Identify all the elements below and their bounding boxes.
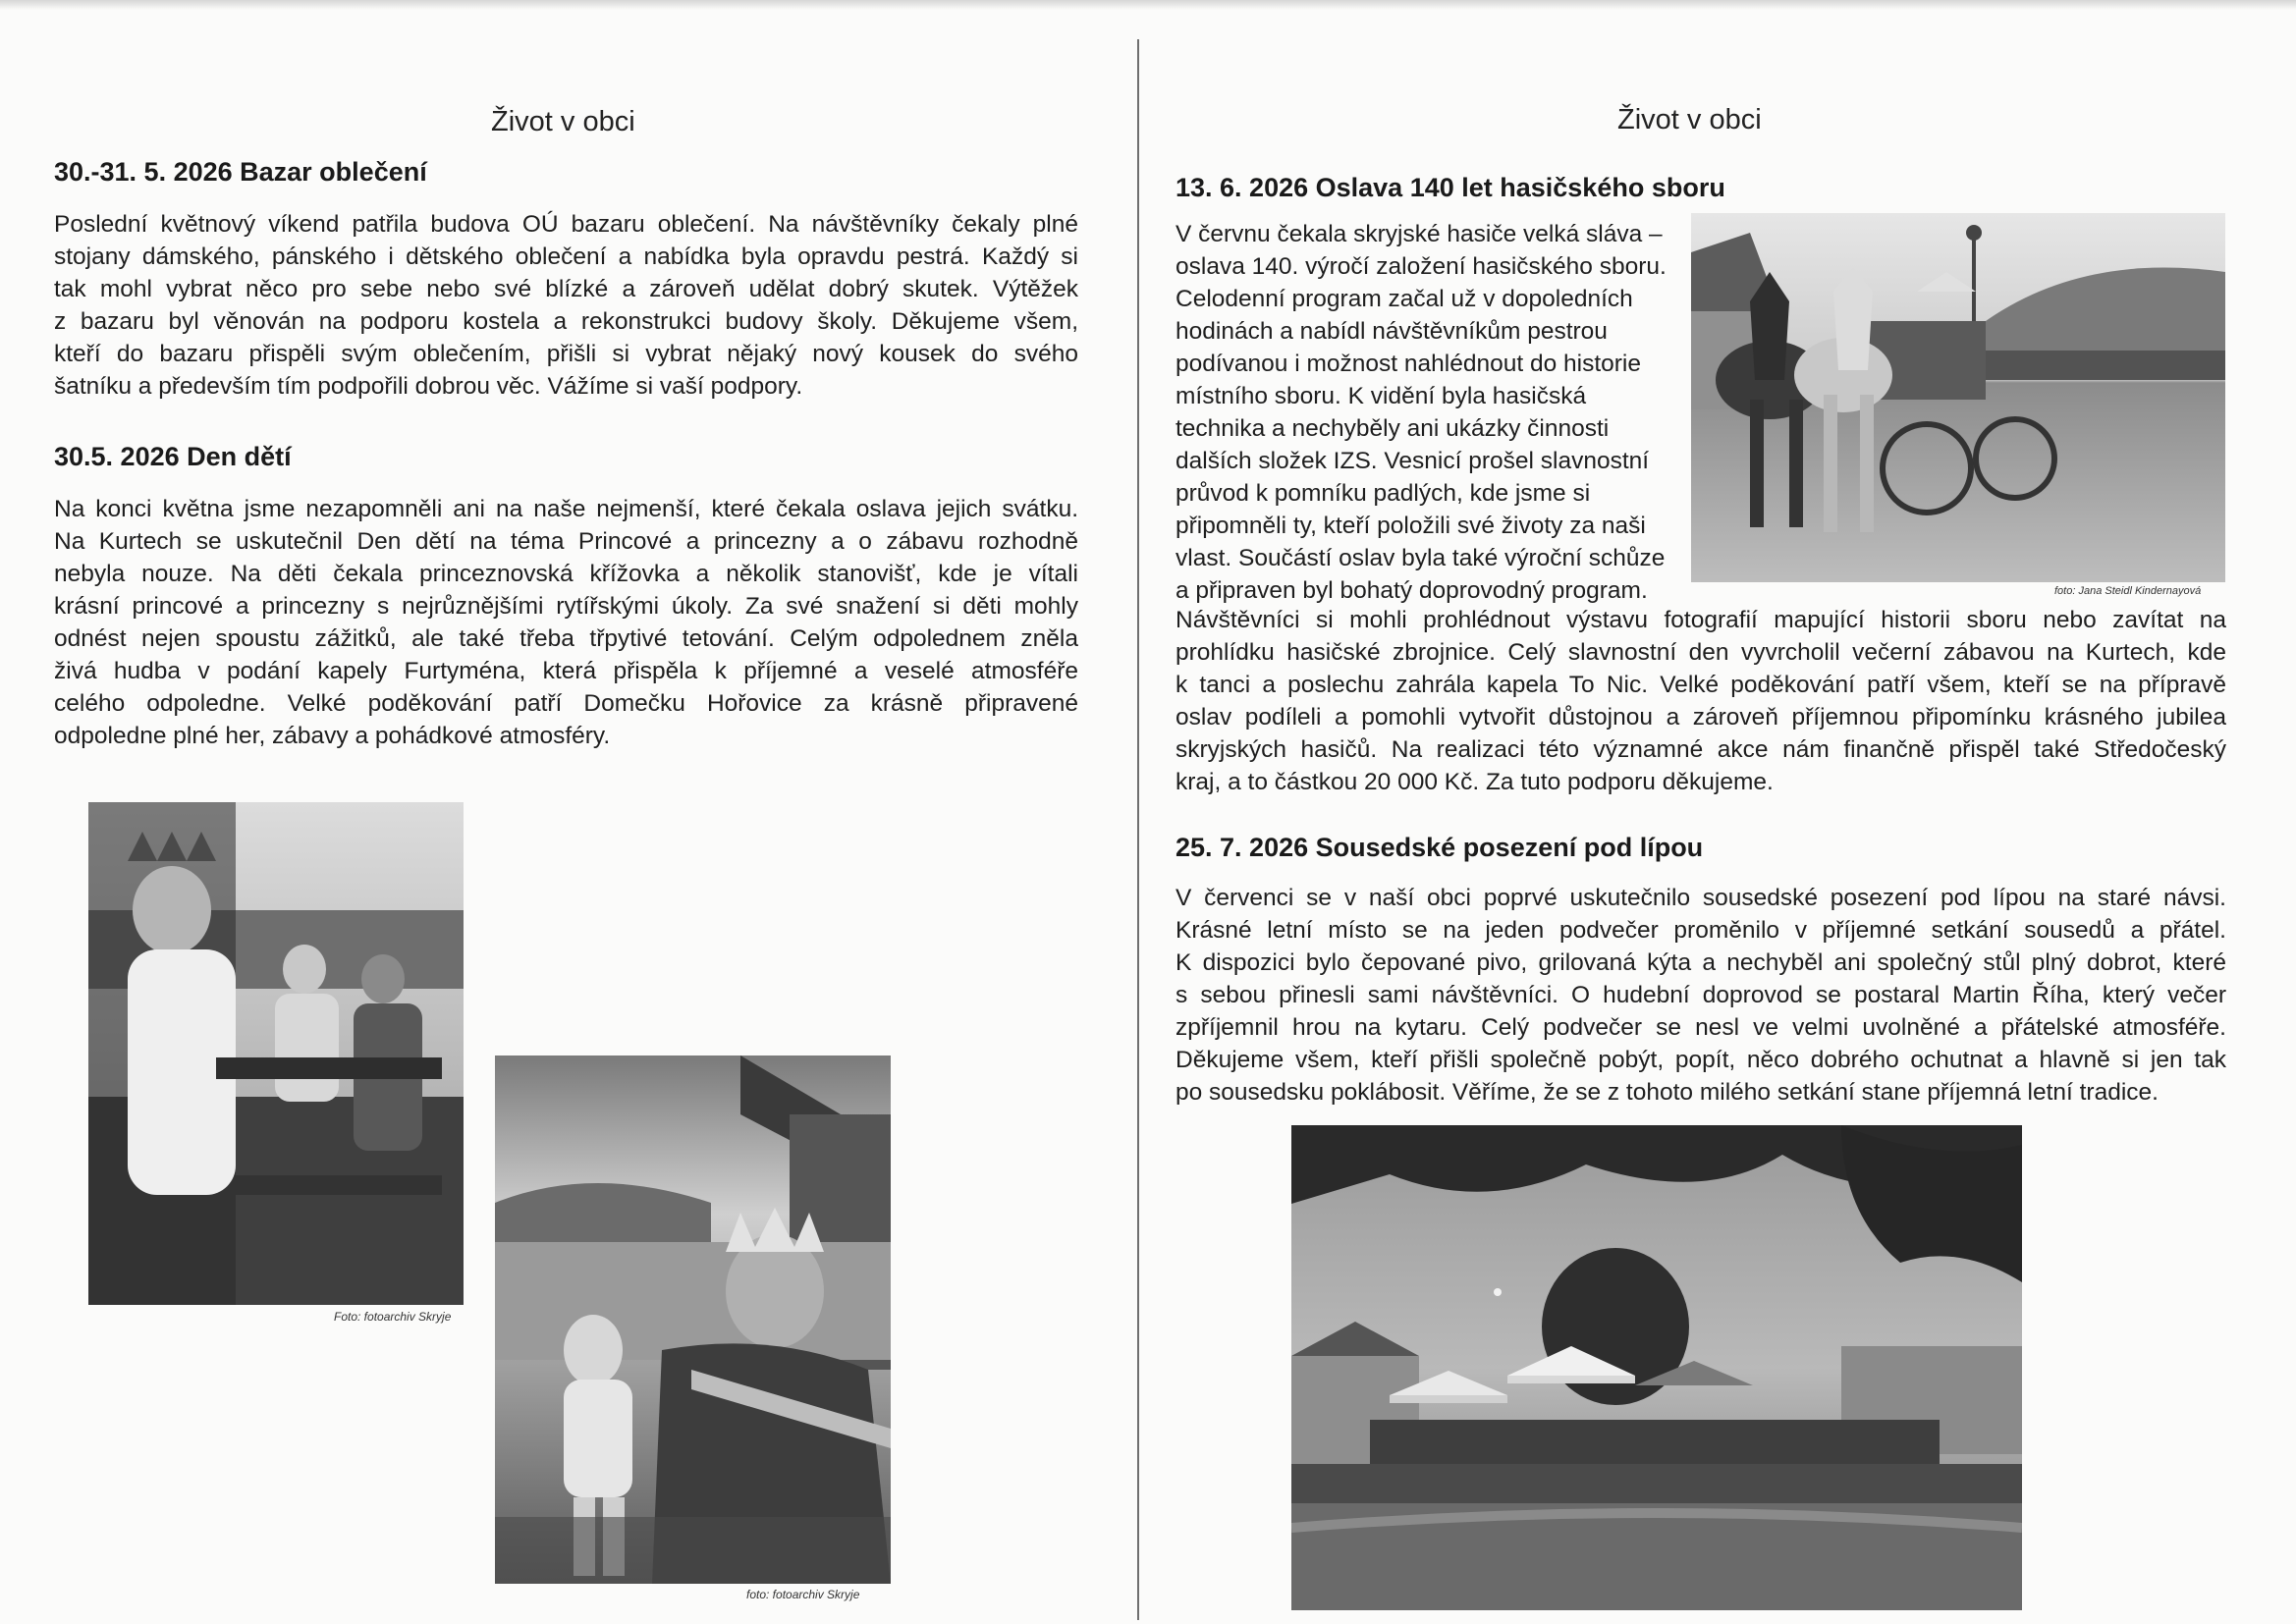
- text-line: šatníku a především tím podpořili dobrou věc. Vážíme si vaší podpory.: [54, 373, 803, 400]
- photo-fire-brigade-parade: [1691, 213, 2225, 582]
- text-line: Děkujeme všem, kteří přišli společně pobýt, popít, něco dobrého ochutnat a hlavně si jen tak: [1175, 1047, 2226, 1073]
- text-line: vlast. Součástí oslav byla také výroční schůze: [1175, 545, 1666, 571]
- photo-credit: foto: fotoarchiv Skryje: [746, 1588, 860, 1601]
- running-head: Život v obci: [1617, 104, 1762, 135]
- left-page: [0, 0, 1137, 1624]
- text-line: po sousedsku poklábosit. Věříme, že se z tohoto milého setkání stane příjemná letní tradice.: [1175, 1079, 2159, 1106]
- text-line: prohlídku hasičské zbrojnice. Celý slavnostní den vyvrcholil večerní zábavou na Kurtech, kde: [1175, 639, 2226, 666]
- text-line: dalších složek IZS. Vesnicí prošel slavnostní: [1175, 448, 1650, 474]
- section-heading-bazar: 30.-31. 5. 2026 Bazar oblečení: [54, 157, 427, 187]
- text-line: a připraven byl bohatý doprovodný program.: [1175, 577, 1648, 604]
- running-head: Život v obci: [491, 106, 635, 137]
- text-line: kteří do bazaru přispěli svým oblečením, přišli si vybrat nějaký nový kousek do svého: [54, 341, 1078, 367]
- section-heading-hasici: 13. 6. 2026 Oslava 140 let hasičského sboru: [1175, 173, 1725, 202]
- section-body-hasici-wrapped: [1175, 218, 1686, 607]
- text-line: technika a nechyběly ani ukázky činnosti: [1175, 415, 1610, 442]
- text-line: odnést nejen spoustu zážitků, ale také třeba třpytivé tetování. Celým odpolednem zněla: [54, 625, 1078, 652]
- section-body-bazar: [54, 208, 1078, 403]
- text-line: zpříjemnil hrou na kytaru. Celý podvečer se nesl ve velmi uvolněné a přátelské atmosféře.: [1175, 1014, 2226, 1041]
- text-line: Návštěvníci si mohli prohlédnout výstavu fotografií mapující historii sboru nebo zavítat na: [1175, 607, 2226, 633]
- text-line: místního sboru. K vidění byla hasičská: [1175, 383, 1587, 409]
- text-line: V červnu čekala skryjské hasiče velká sláva –: [1175, 221, 1663, 247]
- text-line: živá hudba v podání kapely Furtyména, která přispěla k příjemné a veselé atmosféře: [54, 658, 1078, 684]
- text-line: Na konci května jsme nezapomněli ani na naše nejmenší, které čekala oslava jejich svátku.: [54, 496, 1078, 522]
- text-line: Poslední květnový víkend patřila budova OÚ bazaru oblečení. Na návštěvníky čekaly plné: [54, 211, 1078, 238]
- text-line: Na Kurtech se uskutečnil Den dětí na téma Princové a princezny a o zábavu rozhodně: [54, 528, 1078, 555]
- section-heading-posezeni: 25. 7. 2026 Sousedské posezení pod lípou: [1175, 833, 1704, 862]
- text-line: kraj, a to částkou 20 000 Kč. Za tuto podporu děkujeme.: [1175, 769, 1774, 795]
- text-line: K dispozici bylo čepované pivo, grilovaná kýta a nechyběl ani společný stůl plný dobrot, které: [1175, 949, 2226, 976]
- text-line: k tanci a poslechu zahrála kapela To Nic. Velké poděkování patří všem, kteří se na přípravě: [1175, 672, 2226, 698]
- text-line: s sebou přinesli sami návštěvníci. O hudební doprovod se postaral Martin Říha, který večer: [1175, 982, 2226, 1008]
- text-line: V červenci se v naší obci poprvé uskutečnilo sousedské posezení pod lípou na staré návsi.: [1175, 885, 2226, 911]
- section-body-hasici-full: [1175, 604, 2226, 798]
- text-line: připomněli ty, kteří položili své životy za naši: [1175, 513, 1646, 539]
- text-line: Krásné letní místo se na jeden podvečer proměnilo v příjemné setkání sousedů a přátel.: [1175, 917, 2226, 944]
- text-line: krásní princové a princezny s nejrůznějšími rytířskými úkoly. Za své snažení si děti mohly: [54, 593, 1078, 620]
- photo-credit: foto: Jana Steidl Kindernayová: [2054, 585, 2202, 597]
- text-line: z bazaru byl věnován na podporu kostela a rekonstrukci budovy školy. Děkujeme všem,: [54, 308, 1078, 335]
- text-line: tak mohl vybrat něco pro sebe nebo své blízké a zároveň udělat dobrý skutek. Výtěžek: [54, 276, 1078, 302]
- section-body-den-deti: [54, 493, 1078, 752]
- section-body-posezeni: [1175, 882, 2226, 1109]
- text-line: průvod k pomníku padlých, kde jsme si: [1175, 480, 1591, 507]
- photo-children-day-tables: [88, 802, 464, 1305]
- text-line: odpoledne plné her, zábavy a pohádkové atmosféry.: [54, 723, 611, 749]
- text-line: skryjských hasičů. Na realizaci této významné akce nám finančně přispěl také Středočeský: [1175, 736, 2226, 763]
- text-line: stojany dámského, pánského i dětského oblečení a nabídka byla opravdu pestrá. Každý si: [54, 244, 1078, 270]
- text-line: oslava 140. výročí založení hasičského sboru.: [1175, 253, 1667, 280]
- text-line: Celodenní program začal už v dopoledních: [1175, 286, 1633, 312]
- photo-children-day-prince: [495, 1056, 891, 1584]
- text-line: hodinách a nabídl návštěvníkům pestrou: [1175, 318, 1608, 345]
- photo-neighbours-evening: [1291, 1125, 2022, 1610]
- photo-credit: Foto: fotoarchiv Skryje: [334, 1310, 452, 1324]
- text-line: celého odpoledne. Velké poděkování patří Domečku Hořovice za krásně připravené: [54, 690, 1078, 717]
- text-line: nebyla nouze. Na děti čekala princeznovská křížovka a několik stanovišť, kde je vítali: [54, 561, 1078, 587]
- text-line: oslav podíleli a pomohli vytvořit důstojnou a zároveň příjemnou připomínku krásného jubilea: [1175, 704, 2226, 731]
- right-page: [1139, 0, 2296, 1624]
- section-heading-den-deti: 30.5. 2026 Den dětí: [54, 442, 292, 471]
- text-line: podívanou i možnost nahlédnout do historie: [1175, 351, 1641, 377]
